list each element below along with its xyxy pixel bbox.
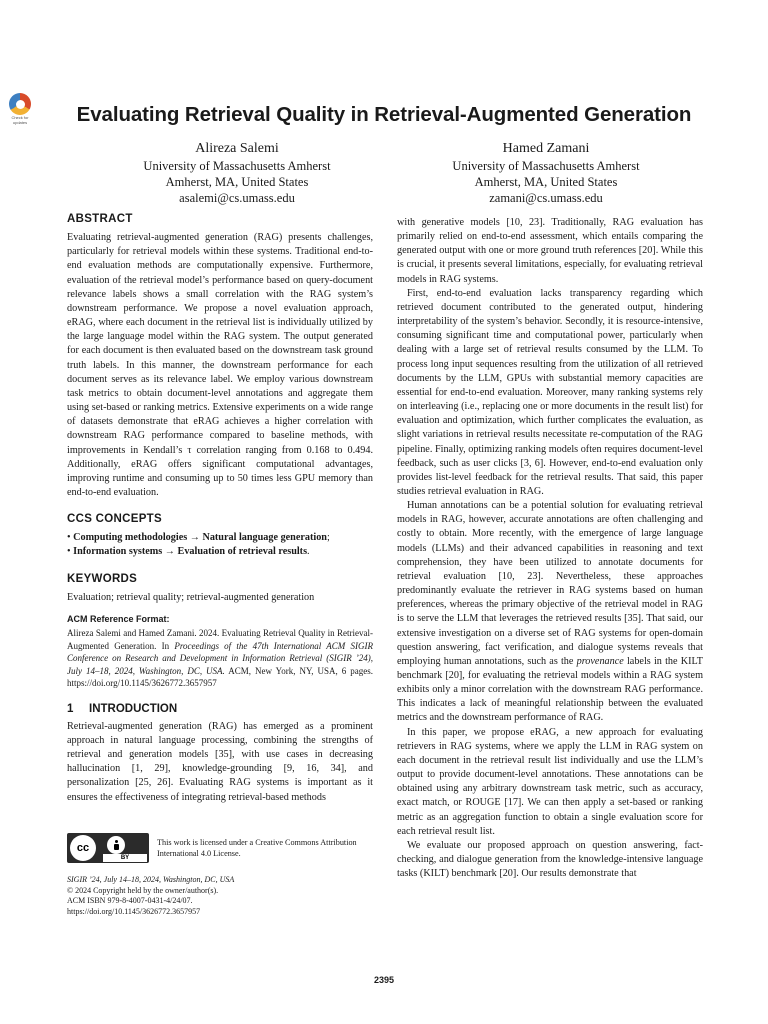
paragraph: Human annotations can be a potential solution for evaluating retrieval models in RAG, however, accurate annotations are often challenging and costly to obtain. More recently, with the emergence of large language models (LLMs) and their advanced capabilities in reasoning and text comprehension, they have been utilized to annotate documents for retrieval evaluation [10, 23]. Nevertheless, these approaches predominantly evaluate the retriever in RAG systems based on human preferences, whereas the primary objective of the retrieval model in RAG is to serve the LLM that leverages the retrieved results [35]. That said, our extensive investigation on a diverse set of RAG systems for open-domain question answering, fact verification, and dialogue systems reveals that employing human annotations, such as the provenance labels in the KILT benchmark [20], for evaluating the retrieval models within a RAG system exhibits only a minor correlation with the downstream RAG performance. This indicates a lack of meaningful relationship between the evaluated metrics and the downstream performance of RAG. [397, 500, 703, 724]
doi-link[interactable]: https://doi.org/10.1145/3626772.3657957 [67, 906, 201, 916]
paragraph: First, end-to-end evaluation lacks transparency regarding which retrieved document contributed to the generated output, hindering interpretability of the system’s behavior. Secondly, it is resource-intensive, consuming significant time and computational power, particularly when dealing with a large set of retrieval results consumed by the LLM. To process long input sequences resulting from the utilization of all retrieved documents by the LLM, GPUs with substantial memory capacities are essential for end-to-end evaluation. Moreover, many ranking systems rely on interleaving (i.e., replacing one or more documents in the result list) for evaluation and optimization, which further complicates the evaluation, as slight variations in retrieval results necessitate re-computation of the RAG pipeline. Finally, optimizing ranking models often requires document-level feedback, such as user clicks [3, 6]. However, end-to-end evaluation only provides list-level feedback for the retrieval results. That said, this paper studies retrieval evaluation in RAG. [397, 287, 703, 497]
license-block [67, 833, 373, 865]
attribution-icon [107, 836, 125, 854]
author-affiliation: University of Massachusetts Amherst [452, 159, 640, 173]
paragraph: In this paper, we propose eRAG, a new approach for evaluating retrievers in RAG systems, where we apply the LLM in RAG system on each document in the retrieval result list individually and use the LLM’s output to provide document-level annotations. These annotations can be obtained using any arbitrary downstream task metric, such as accuracy, exact match, or ROUGE [17]. We can then apply a set-based or ranking metric as an aggregation function to obtain a single evaluation score for each retrieval result list. [397, 726, 703, 837]
keywords-text: Evaluation; retrieval quality; retrieval-augmented generation [67, 591, 315, 603]
by-label: BY [103, 854, 147, 862]
author-email[interactable]: zamani@cs.umass.edu [489, 191, 603, 205]
isbn: ACM ISBN 979-8-4007-0431-4/24/07. [67, 896, 193, 906]
badge-caption: Check for updates [11, 115, 29, 125]
cc-icon: cc [70, 835, 96, 861]
left-column [67, 212, 373, 805]
license-text: This work is licensed under a Creative Commons Attribution International 4.0 License. [157, 838, 357, 858]
ccs-item: • Computing methodologies → Natural language generation; [67, 532, 330, 544]
keywords-heading: KEYWORDS [67, 572, 138, 585]
author-block-2 [396, 140, 696, 206]
author-block-1 [87, 140, 387, 206]
conference-info: SIGIR ’24, July 14–18, 2024, Washington, DC, USA [67, 875, 235, 884]
author-affiliation: University of Massachusetts Amherst [143, 159, 331, 173]
ccs-item: • Information systems → Evaluation of retrieval results. [67, 546, 310, 558]
author-location: Amherst, MA, United States [165, 175, 309, 189]
paragraph: We evaluate our proposed approach on question answering, fact-checking, and dialogue generation from the knowledge-intensive language tasks (KILT) benchmark [20]. Our results demonstrate that [397, 839, 703, 880]
ccs-heading: CCS CONCEPTS [67, 513, 162, 526]
paragraph: with generative models [10, 23]. Traditionally, RAG evaluation has primarily relied on end-to-end assessment, which entails comparing the generated output with one or more ground truth references [20]. While this is crucial, it presents several limitations, especially, for evaluating retrieval models in RAG systems. [397, 217, 703, 285]
cc-by-license-logo[interactable] [67, 833, 149, 863]
footer-metadata [67, 875, 373, 917]
reference-format-text: Alireza Salemi and Hamed Zamani. 2024. Evaluating Retrieval Quality in Retrieval-Augmented Generation. In Proceedings of the 47th International ACM SIGIR Conference on Research and Development in Information Retrieval (SIGIR ’24), July 14–18, 2024, Washington, DC, USA. ACM, New York, NY, USA, 6 pages. https://doi.org/10.1145/3626772.3657957 [67, 628, 373, 689]
abstract-heading: ABSTRACT [67, 213, 133, 225]
author-name: Hamed Zamani [502, 141, 590, 156]
author-location: Amherst, MA, United States [474, 175, 618, 189]
page-number: 2395 [373, 975, 395, 985]
introduction-heading: 1 INTRODUCTION [67, 702, 178, 715]
copyright: © 2024 Copyright held by the owner/author(s). [67, 885, 219, 895]
author-email[interactable]: asalemi@cs.umass.edu [179, 191, 295, 205]
right-column [397, 216, 703, 881]
reference-format-heading: ACM Reference Format: [67, 613, 170, 624]
section-number: 1 [67, 702, 74, 715]
paper-title: Evaluating Retrieval Quality in Retrieval-Augmented Generation [76, 103, 692, 126]
author-name: Alireza Salemi [195, 141, 279, 156]
abstract-text: Evaluating retrieval-augmented generation (RAG) presents challenges, particularly for retrieval models within these systems. Traditional end-to-end evaluation methods are computationally expensive. Furthermore, evaluation of the retrieval model’s performance based on query-document relevance labels shows a small correlation with the RAG system’s downstream performance. We propose a novel evaluation approach, eRAG, where each document in the retrieval list is individually utilized by the large language model within the RAG system. The output generated for each document is then evaluated based on the downstream task ground truth labels. In this manner, the downstream performance for each document serves as its relevance label. We employ various downstream task metrics to obtain document-level annotations and aggregate them using set-based or ranking metrics. Extensive experiments on a wide range of datasets demonstrate that eRAG achieves a higher correlation with downstream RAG performance compared to baseline methods, with improvements in Kendall’s τ correlation ranging from 0.168 to 0.494. Additionally, eRAG offers significant computational advantages, improving runtime and consuming up to 50 times less GPU memory than end-to-end evaluation. [67, 232, 373, 498]
introduction-text: Retrieval-augmented generation (RAG) has emerged as a prominent approach in natural language processing, combining the strengths of retrieval and generation models [35], with use cases in decreasing hallucination [1, 29], knowledge-grounding [9, 16, 34], and personalization [25, 26]. Evaluating RAG systems is important as it ensures the effectiveness of integrating retrieval-based methods [67, 720, 373, 803]
